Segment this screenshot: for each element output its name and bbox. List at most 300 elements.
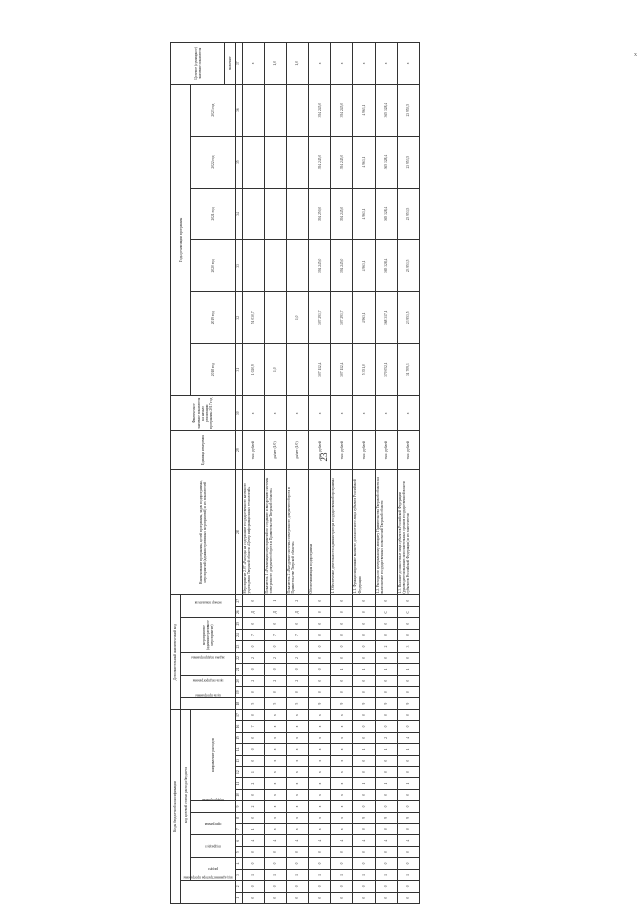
code-cell: 0 xyxy=(242,858,264,869)
year-value-cell xyxy=(286,84,308,136)
year-value-cell: 23 953,5 xyxy=(397,240,419,292)
code-cell: 0 xyxy=(375,595,397,607)
code-cell: 2 xyxy=(242,801,264,812)
code-cell: х xyxy=(286,824,308,835)
code-cell: 0 xyxy=(264,664,286,675)
code-cell: х xyxy=(264,709,286,720)
year-value-cell: 23 953,5 xyxy=(397,292,419,344)
code-cell: 0 xyxy=(331,881,353,892)
year-value-cell xyxy=(264,188,286,240)
code-cell: 2 xyxy=(264,675,286,686)
code-cell: 0 xyxy=(242,755,264,766)
code-cell: 5 xyxy=(286,698,308,709)
column-number: 12 xyxy=(235,766,242,777)
code-cell: 1 xyxy=(375,869,397,880)
code-cell: 0 xyxy=(242,744,264,755)
code-cell: 0 xyxy=(331,641,353,652)
code-cell: 0 xyxy=(375,801,397,812)
year-value-cell: 394 245,0 xyxy=(309,136,331,188)
code-cell: 0 xyxy=(375,709,397,720)
year-2018-header: 2018 год xyxy=(191,344,235,396)
column-number: 36 xyxy=(235,84,242,136)
code-cell: 4 xyxy=(264,835,286,846)
column-number: 29 xyxy=(235,431,242,469)
code-cell: х xyxy=(309,824,331,835)
code-cell: х xyxy=(264,766,286,777)
column-number: 18 xyxy=(235,698,242,709)
code-cell: х xyxy=(264,778,286,789)
year-value-cell: 368 317,1 xyxy=(375,292,397,344)
code-cell: х xyxy=(286,721,308,732)
year-value-cell: 394 245,0 xyxy=(331,84,353,136)
year-value-cell xyxy=(242,188,264,240)
code-cell: 0 xyxy=(353,892,375,903)
code-cell: 1 xyxy=(353,778,375,789)
target-value-header: значение xyxy=(225,43,235,85)
code-cell: 1 xyxy=(353,664,375,675)
year-value-cell: 4 963,1 xyxy=(353,188,375,240)
code-cell: 0 xyxy=(397,881,419,892)
column-number: 15 xyxy=(235,732,242,743)
code-cell: 1 xyxy=(397,778,419,789)
code-cell: 2 xyxy=(242,675,264,686)
code-cell: 0 xyxy=(264,686,286,697)
code-cell: 4 xyxy=(242,835,264,846)
year-value-cell: 394 245,0 xyxy=(331,240,353,292)
admin-code-header: код администратора программы xyxy=(181,881,235,904)
table-row xyxy=(375,43,397,904)
code-cell: 0 xyxy=(353,709,375,720)
year-value-cell: 51 030,7 xyxy=(242,292,264,344)
table-row xyxy=(331,43,353,904)
column-number: 27 xyxy=(235,595,242,607)
code-cell: х xyxy=(309,709,331,720)
column-number: 37 xyxy=(235,43,242,85)
code-cell: 4 xyxy=(397,835,419,846)
code-cell: 2 xyxy=(286,595,308,607)
code-cell: 1 xyxy=(353,744,375,755)
code-cell: 0 xyxy=(375,824,397,835)
direction-header: направление расходов xyxy=(191,709,235,800)
column-number: 34 xyxy=(235,188,242,240)
year-value-cell: 5 351,0 xyxy=(353,344,375,396)
code-cell: х xyxy=(286,755,308,766)
code-cell: 1 xyxy=(375,664,397,675)
code-cell: 9 xyxy=(397,812,419,823)
code-cell: х xyxy=(331,812,353,823)
code-cell: 0 xyxy=(309,618,331,629)
code-cell: 0 xyxy=(309,641,331,652)
table-row xyxy=(353,43,375,904)
code-cell: 0 xyxy=(264,641,286,652)
code-cell: 0 xyxy=(331,686,353,697)
code-cell: 0 xyxy=(353,789,375,800)
code-cell: 0 xyxy=(375,766,397,777)
year-value-cell: 307 112,4 xyxy=(309,344,331,396)
base-value-cell: х xyxy=(242,396,264,431)
code-cell: 0 xyxy=(309,664,331,675)
indicator-name-cell: Мероприятие 2.07 «Расходы на содержание государственного казенного учреждения Тверской области «Центр информационных технологий» xyxy=(242,469,264,595)
year-value-cell: 365 328,4 xyxy=(375,188,397,240)
code-cell: 0 xyxy=(286,641,308,652)
code-cell: х xyxy=(286,709,308,720)
code-cell: 0 xyxy=(353,618,375,629)
target-value-cell: 1,0 xyxy=(286,43,308,85)
code-cell: 2 xyxy=(286,652,308,663)
target-value-cell: х xyxy=(309,43,331,85)
landscape-table-container xyxy=(170,42,420,904)
code-cell: х xyxy=(309,778,331,789)
code-cell: 0 xyxy=(397,618,419,629)
code-cell: 9 xyxy=(397,698,419,709)
year-value-cell: 4 963,1 xyxy=(353,136,375,188)
code-cell: 1 xyxy=(264,869,286,880)
code-cell: х xyxy=(331,766,353,777)
code-cell: 4 xyxy=(353,835,375,846)
code-cell: 0 xyxy=(353,629,375,640)
code-cell: Д xyxy=(242,607,264,618)
program-header: программа xyxy=(191,812,235,835)
code-cell: х xyxy=(286,778,308,789)
year-value-cell: 1,0 xyxy=(264,344,286,396)
year-value-cell: 1,0 xyxy=(286,292,308,344)
unit-cell: да/нет (1/0) xyxy=(286,431,308,469)
year-value-cell: 4 963,1 xyxy=(353,292,375,344)
year-2023-header: 2023 год xyxy=(191,84,235,136)
code-cell: х xyxy=(309,789,331,800)
indicator-name-cell: 1.3. Высшие должностные лица субъектов Российской Федерации (руководители высших исполнительных органов государственной власти субъектов Российской Федерации) и их заместители xyxy=(397,469,419,595)
code-cell: 0 xyxy=(397,675,419,686)
code-cell: х xyxy=(309,801,331,812)
year-2021-header: 2021 год xyxy=(191,188,235,240)
unit-cell: тыс. рублей xyxy=(309,431,331,469)
year-value-cell: 4 963,1 xyxy=(353,84,375,136)
code-cell: 1 xyxy=(286,869,308,880)
column-number: 3 xyxy=(235,869,242,880)
code-cell: х xyxy=(264,744,286,755)
code-cell: х xyxy=(286,812,308,823)
indicator-name-cell: Показатель 2 «Внедрение системы электронного документооборота в Правительстве Тверской области» xyxy=(286,469,308,595)
code-cell: 1 xyxy=(353,869,375,880)
code-cell: 0 xyxy=(309,858,331,869)
code-cell: х xyxy=(264,801,286,812)
code-cell: 0 xyxy=(331,595,353,607)
code-cell: 0 xyxy=(375,675,397,686)
code-cell: х xyxy=(264,755,286,766)
code-cell: 0 xyxy=(286,618,308,629)
code-cell: 5 xyxy=(264,698,286,709)
code-cell: 1 xyxy=(375,778,397,789)
column-number: 33 xyxy=(235,240,242,292)
year-value-cell: 394 245,0 xyxy=(309,84,331,136)
base-value-cell: х xyxy=(309,396,331,431)
year-value-cell xyxy=(264,136,286,188)
indicator-name-header: Наименование программы, целей программы, задач подпрограммы, мероприятий (административных мероприятий) и их показателей xyxy=(171,469,236,595)
code-cell: 4 xyxy=(286,835,308,846)
section-header: раздел xyxy=(191,858,235,881)
year-value-cell: 394 245,0 xyxy=(309,240,331,292)
code-cell: 4 xyxy=(331,835,353,846)
base-value-cell: х xyxy=(331,396,353,431)
base-value-header: Фактическое значение показателя на начало реализации программы 2017 год xyxy=(171,396,236,431)
column-number: 8 xyxy=(235,812,242,823)
code-cell: 0 xyxy=(331,618,353,629)
year-value-cell xyxy=(242,240,264,292)
code-cell: 2 xyxy=(375,641,397,652)
code-cell: 9 xyxy=(331,698,353,709)
code-cell: х xyxy=(286,744,308,755)
column-number: 35 xyxy=(235,136,242,188)
column-number: 17 xyxy=(235,709,242,720)
year-value-cell: 394 250,0 xyxy=(309,188,331,240)
column-number: 26 xyxy=(235,607,242,618)
year-value-cell: 23 953,5 xyxy=(397,188,419,240)
code-cell: 1 xyxy=(331,869,353,880)
code-cell: 0 xyxy=(353,801,375,812)
code-cell: х xyxy=(331,801,353,812)
code-cell: 1 xyxy=(331,664,353,675)
year-2019-header: 2019 год xyxy=(191,292,235,344)
code-cell: 0 xyxy=(286,892,308,903)
target-value-cell: х xyxy=(375,43,397,85)
year-value-cell: 307 293,7 xyxy=(331,292,353,344)
page-content xyxy=(170,42,420,904)
code-cell: 0 xyxy=(264,618,286,629)
year-value-cell: 365 328,4 xyxy=(375,240,397,292)
codes-group-header: Коды бюджетной классификации xyxy=(171,709,181,903)
code-cell: 0 xyxy=(286,686,308,697)
code-cell: 0 xyxy=(397,721,419,732)
code-cell: 0 xyxy=(397,652,419,663)
base-value-cell: х xyxy=(375,396,397,431)
year-value-cell: 370 052,1 xyxy=(375,344,397,396)
task-header: задача подпрограммы xyxy=(181,652,235,675)
program-indicators-table xyxy=(170,42,420,904)
target-value-cell: х xyxy=(242,43,264,85)
subprogram-goal-header: цель подпрограммы xyxy=(181,675,235,698)
code-cell: 0 xyxy=(309,846,331,857)
column-number: 9 xyxy=(235,801,242,812)
code-cell: 2 xyxy=(375,732,397,743)
code-cell: 4 xyxy=(375,835,397,846)
code-cell: 9 xyxy=(375,812,397,823)
code-cell: 0 xyxy=(375,618,397,629)
code-cell: х xyxy=(286,801,308,812)
year-2022-header: 2022 год xyxy=(191,136,235,188)
code-cell: 0 xyxy=(353,675,375,686)
target-value-cell: 1,0 xyxy=(264,43,286,85)
code-cell: х xyxy=(264,732,286,743)
program-goal-header: цель программы xyxy=(181,698,235,709)
unit-cell: тыс. рублей xyxy=(242,431,264,469)
code-cell: 0 xyxy=(242,664,264,675)
code-cell: 0 xyxy=(353,652,375,663)
code-cell: 0 xyxy=(375,652,397,663)
column-number: 6 xyxy=(235,835,242,846)
code-cell: 0 xyxy=(331,892,353,903)
code-cell: 1 xyxy=(242,824,264,835)
code-cell: х xyxy=(331,721,353,732)
year-value-cell xyxy=(286,240,308,292)
indicator-number-header: номер показателя xyxy=(181,595,235,618)
code-cell: 0 xyxy=(309,686,331,697)
code-cell: 0 xyxy=(242,881,264,892)
code-cell: х xyxy=(264,721,286,732)
code-cell: 0 xyxy=(242,732,264,743)
code-cell: х xyxy=(331,778,353,789)
code-cell: 0 xyxy=(242,686,264,697)
year-value-cell xyxy=(264,84,286,136)
code-cell: Д xyxy=(286,607,308,618)
code-cell: х xyxy=(286,732,308,743)
year-value-cell xyxy=(286,188,308,240)
indicator-name-cell: Обеспечивающая подпрограмма xyxy=(309,469,331,595)
code-cell: х xyxy=(264,812,286,823)
year-value-cell xyxy=(286,136,308,188)
code-cell: 0 xyxy=(286,881,308,892)
code-cell: 0 xyxy=(309,629,331,640)
code-cell: 0 xyxy=(242,595,264,607)
code-cell: 0 xyxy=(264,892,286,903)
code-cell: 0 xyxy=(353,595,375,607)
table-row xyxy=(397,43,419,904)
year-value-cell: 23 953,5 xyxy=(397,84,419,136)
code-cell: 0 xyxy=(353,755,375,766)
code-cell: 0 xyxy=(397,709,419,720)
code-cell: 0 xyxy=(331,607,353,618)
column-number: 25 xyxy=(235,618,242,629)
indicator-name-cell: 1.2. Расходы по центральному аппарату Правительства Тверской области на выполнение государственных полномочий Тверской области xyxy=(375,469,397,595)
column-number: 21 xyxy=(235,664,242,675)
header-row-groups xyxy=(171,43,181,904)
code-cell: 0 xyxy=(375,858,397,869)
column-number: 20 xyxy=(235,675,242,686)
code-cell: 0 xyxy=(397,858,419,869)
column-number: 16 xyxy=(235,721,242,732)
year-2020-header: 2020 год xyxy=(191,240,235,292)
code-cell: 0 xyxy=(264,858,286,869)
code-cell: 0 xyxy=(242,892,264,903)
code-cell: 0 xyxy=(375,755,397,766)
code-cell: х xyxy=(331,732,353,743)
unit-cell: тыс. рублей xyxy=(331,431,353,469)
code-cell: 0 xyxy=(353,881,375,892)
code-cell: 0 xyxy=(309,607,331,618)
code-cell: 0 xyxy=(309,881,331,892)
indicator-name-cell: Показатель 1 «Реализация мероприятий по созданию и внедрению системы электронного документооборота в Правительстве Тверской области» xyxy=(264,469,286,595)
year-value-cell: 23 953,5 xyxy=(397,136,419,188)
code-cell: 2 xyxy=(264,652,286,663)
column-number: 5 xyxy=(235,846,242,857)
table-row xyxy=(242,43,264,904)
page-number: 23 xyxy=(319,452,329,462)
code-cell: 1 xyxy=(375,744,397,755)
code-cell: 0 xyxy=(242,812,264,823)
base-value-cell: х xyxy=(264,396,286,431)
code-cell: 5 xyxy=(242,698,264,709)
code-cell: 0 xyxy=(286,664,308,675)
code-cell: 0 xyxy=(397,846,419,857)
code-cell: 0 xyxy=(286,846,308,857)
year-value-cell xyxy=(264,292,286,344)
code-cell: 1 xyxy=(264,595,286,607)
code-cell: 1 xyxy=(309,869,331,880)
code-cell: 9 xyxy=(375,698,397,709)
code-cell: 0 xyxy=(309,675,331,686)
code-cell: 1 xyxy=(242,766,264,777)
code-cell: 0 xyxy=(397,824,419,835)
code-cell: 0 xyxy=(242,618,264,629)
code-cell: 0 xyxy=(353,858,375,869)
code-cell: 0 xyxy=(375,686,397,697)
code-cell: 1 xyxy=(242,869,264,880)
unit-cell: тыс. рублей xyxy=(353,431,375,469)
table-row xyxy=(264,43,286,904)
column-number: 1 xyxy=(235,892,242,903)
code-cell: 2 xyxy=(242,778,264,789)
code-cell: 4 xyxy=(397,732,419,743)
year-value-cell xyxy=(242,84,264,136)
column-number: 10 xyxy=(235,789,242,800)
code-cell: х xyxy=(331,755,353,766)
code-cell: 9 xyxy=(353,698,375,709)
code-cell: 7 xyxy=(264,629,286,640)
code-cell: х xyxy=(309,766,331,777)
column-number: 31 xyxy=(235,344,242,396)
code-cell: 9 xyxy=(309,698,331,709)
code-cell: 0 xyxy=(242,789,264,800)
stray-mark: х xyxy=(634,52,637,58)
column-number: 7 xyxy=(235,824,242,835)
code-cell: Д xyxy=(264,607,286,618)
column-number: 23 xyxy=(235,641,242,652)
code-cell: х xyxy=(309,744,331,755)
code-cell: 0 xyxy=(331,846,353,857)
code-cell: 0 xyxy=(309,892,331,903)
code-cell: 7 xyxy=(242,721,264,732)
year-value-cell xyxy=(264,240,286,292)
year-value-cell: 4 963,1 xyxy=(353,240,375,292)
code-cell: 0 xyxy=(375,721,397,732)
code-cell: 2 xyxy=(286,675,308,686)
code-cell: 0 xyxy=(375,892,397,903)
base-value-cell: х xyxy=(286,396,308,431)
indicator-name-cell: 1.1. Функционирование высшего должностного лица субъекта Российской Федерации xyxy=(353,469,375,595)
code-cell: 0 xyxy=(331,858,353,869)
code-cell: 0 xyxy=(397,595,419,607)
column-number: 28 xyxy=(235,469,242,595)
code-cell: х xyxy=(309,732,331,743)
code-cell: 9 xyxy=(353,812,375,823)
code-cell: 0 xyxy=(264,881,286,892)
code-cell: С xyxy=(375,607,397,618)
year-value-cell: 1 020,9 xyxy=(242,344,264,396)
year-value-cell: 394 245,0 xyxy=(331,136,353,188)
column-number: 30 xyxy=(235,396,242,431)
year-value-cell: 365 328,4 xyxy=(375,84,397,136)
year-value-cell xyxy=(242,136,264,188)
code-cell: 0 xyxy=(397,789,419,800)
column-number: 13 xyxy=(235,755,242,766)
unit-cell: тыс. рублей xyxy=(397,431,419,469)
code-cell: 4 xyxy=(309,835,331,846)
target-value-cell: х xyxy=(397,43,419,85)
years-group-header: Годы реализации программы xyxy=(171,84,191,396)
code-cell: х xyxy=(286,789,308,800)
code-cell: 0 xyxy=(309,595,331,607)
code-cell: 0 xyxy=(331,675,353,686)
code-cell: 0 xyxy=(353,766,375,777)
